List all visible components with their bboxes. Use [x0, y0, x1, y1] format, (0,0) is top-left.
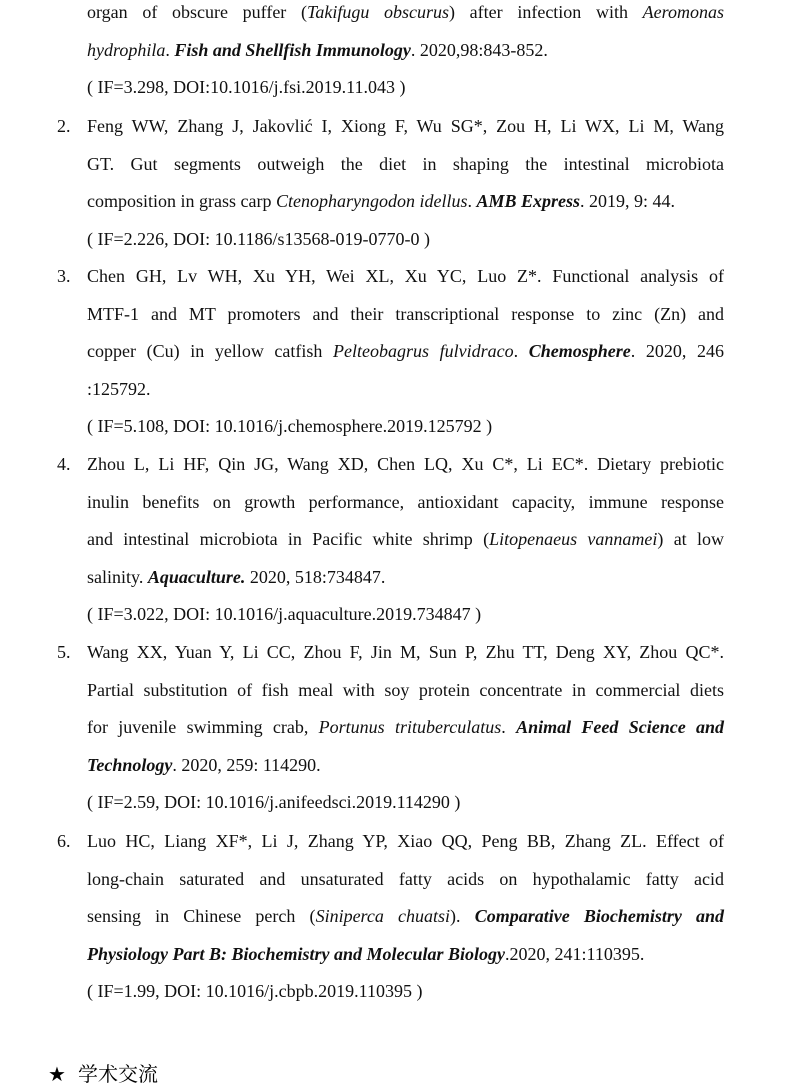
reference-number: 5.: [57, 642, 71, 662]
reference-line: Physiology Part B: Biochemistry and Molecular Biology.2020, 241:110395.: [87, 943, 645, 964]
reference-number: 6.: [57, 831, 71, 851]
reference-item-3: [57, 258, 725, 446]
reference-if-doi: ( IF=3.298, DOI:10.1016/j.fsi.2019.11.043 ): [87, 77, 406, 98]
reference-line: organ of obscure puffer (Takifugu obscurus) after infection with Aeromonas: [87, 2, 724, 22]
reference-line: Luo HC, Liang XF*, Li J, Zhang YP, Xiao QQ, Peng BB, Zhang ZL. Effect of: [87, 831, 724, 851]
reference-line: sensing in Chinese perch (Siniperca chuatsi). Comparative Biochemistry and: [87, 906, 724, 927]
reference-item-6: [57, 823, 724, 1011]
reference-line: and intestinal microbiota in Pacific white shrimp (Litopenaeus vannamei) at low: [87, 529, 724, 550]
reference-line: copper (Cu) in yellow catfish Pelteobagrus fulvidraco. Chemosphere. 2020, 246: [87, 341, 725, 362]
reference-number: 2.: [57, 116, 71, 136]
section-heading-academic-exchange: [48, 1058, 158, 1087]
reference-if-doi: ( IF=1.99, DOI: 10.1016/j.cbpb.2019.110395 ): [87, 981, 423, 1002]
reference-line: Feng WW, Zhang J, Jakovlić I, Xiong F, Wu SG*, Zou H, Li WX, Li M, Wang: [87, 116, 724, 136]
reference-line: Technology. 2020, 259: 114290.: [87, 754, 321, 775]
reference-if-doi: ( IF=2.59, DOI: 10.1016/j.anifeedsci.2019.114290 ): [87, 792, 461, 813]
reference-line: GT. Gut segments outweigh the diet in shaping the intestinal microbiota: [87, 153, 724, 174]
reference-line: Chen GH, Lv WH, Xu YH, Wei XL, Xu YC, Luo Z*. Functional analysis of: [87, 266, 724, 286]
reference-if-doi: ( IF=3.022, DOI: 10.1016/j.aquaculture.2019.734847 ): [87, 604, 482, 625]
reference-line: :125792.: [87, 378, 151, 399]
reference-number: 4.: [57, 454, 71, 474]
reference-line: long-chain saturated and unsaturated fatty acids on hypothalamic fatty acid: [87, 868, 724, 889]
reference-line: Zhou L, Li HF, Qin JG, Wang XD, Chen LQ, Xu C*, Li EC*. Dietary prebiotic: [87, 454, 724, 474]
reference-line: hydrophila. Fish and Shellfish Immunology. 2020,98:843-852.: [87, 39, 548, 60]
reference-line: for juvenile swimming crab, Portunus trituberculatus. Animal Feed Science and: [87, 717, 725, 738]
reference-number: 3.: [57, 266, 71, 286]
star-icon: ★: [48, 1062, 66, 1086]
reference-item-5: [57, 634, 725, 822]
reference-if-doi: ( IF=2.226, DOI: 10.1186/s13568-019-0770-0 ): [87, 228, 430, 249]
reference-item-4: [57, 446, 724, 634]
reference-line: salinity. Aquaculture. 2020, 518:734847.: [87, 566, 386, 587]
reference-line: composition in grass carp Ctenopharyngodon idellus. AMB Express. 2019, 9: 44.: [87, 191, 676, 212]
reference-item-1: [87, 0, 724, 107]
reference-if-doi: ( IF=5.108, DOI: 10.1016/j.chemosphere.2019.125792 ): [87, 416, 493, 437]
reference-item-2: [57, 108, 724, 258]
reference-line: inulin benefits on growth performance, antioxidant capacity, immune response: [87, 491, 724, 512]
reference-line: Wang XX, Yuan Y, Li CC, Zhou F, Jin M, Sun P, Zhu TT, Deng XY, Zhou QC*.: [87, 642, 724, 662]
reference-line: MTF-1 and MT promoters and their transcriptional response to zinc (Zn) and: [87, 303, 724, 324]
reference-line: Partial substitution of fish meal with soy protein concentrate in commercial diets: [87, 679, 724, 700]
section-title: 学术交流: [78, 1062, 158, 1086]
